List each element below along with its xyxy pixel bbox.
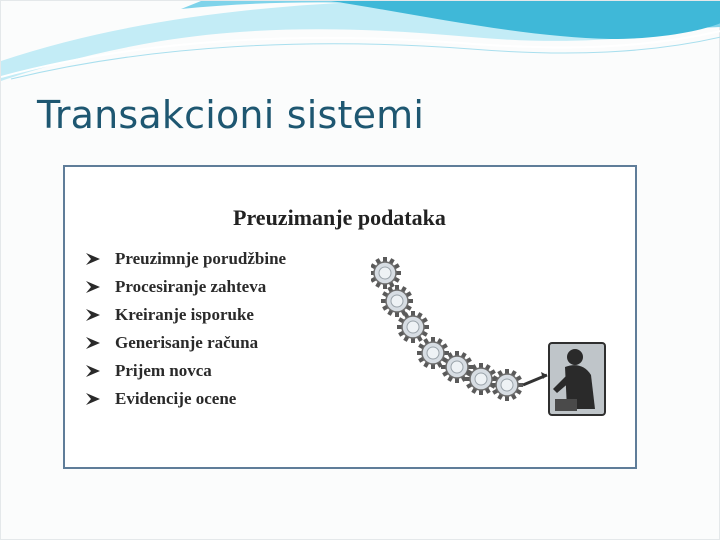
list-item [85, 301, 286, 329]
list-item-label: Generisanje računa [115, 333, 259, 352]
arrow-bullet-icon [85, 252, 101, 266]
list-item [85, 357, 286, 385]
list-item-label: Prijem novca [115, 361, 212, 380]
list-item-label: Preuzimnje porudžbine [115, 249, 287, 268]
arrow-bullet-icon [85, 392, 101, 406]
list-item-label: Procesiranje zahteva [115, 277, 267, 296]
list-item [85, 385, 286, 413]
process-steps-list [85, 245, 286, 413]
header-wave-decoration [1, 1, 720, 91]
arrow-bullet-icon [85, 308, 101, 322]
slide-title: Transakcioni sistemi [37, 93, 425, 137]
arrow-bullet-icon [85, 336, 101, 350]
picture-heading: Preuzimanje podataka [233, 205, 446, 230]
gear-chain-with-worker-icon [371, 239, 617, 425]
arrow-bullet-icon [85, 364, 101, 378]
arrow-bullet-icon [85, 280, 101, 294]
list-item-label: Kreiranje isporuke [115, 305, 254, 324]
list-item [85, 245, 286, 273]
list-item [85, 329, 286, 357]
process-picture [63, 165, 637, 469]
list-item-label: Evidencije ocene [115, 389, 237, 408]
list-item [85, 273, 286, 301]
